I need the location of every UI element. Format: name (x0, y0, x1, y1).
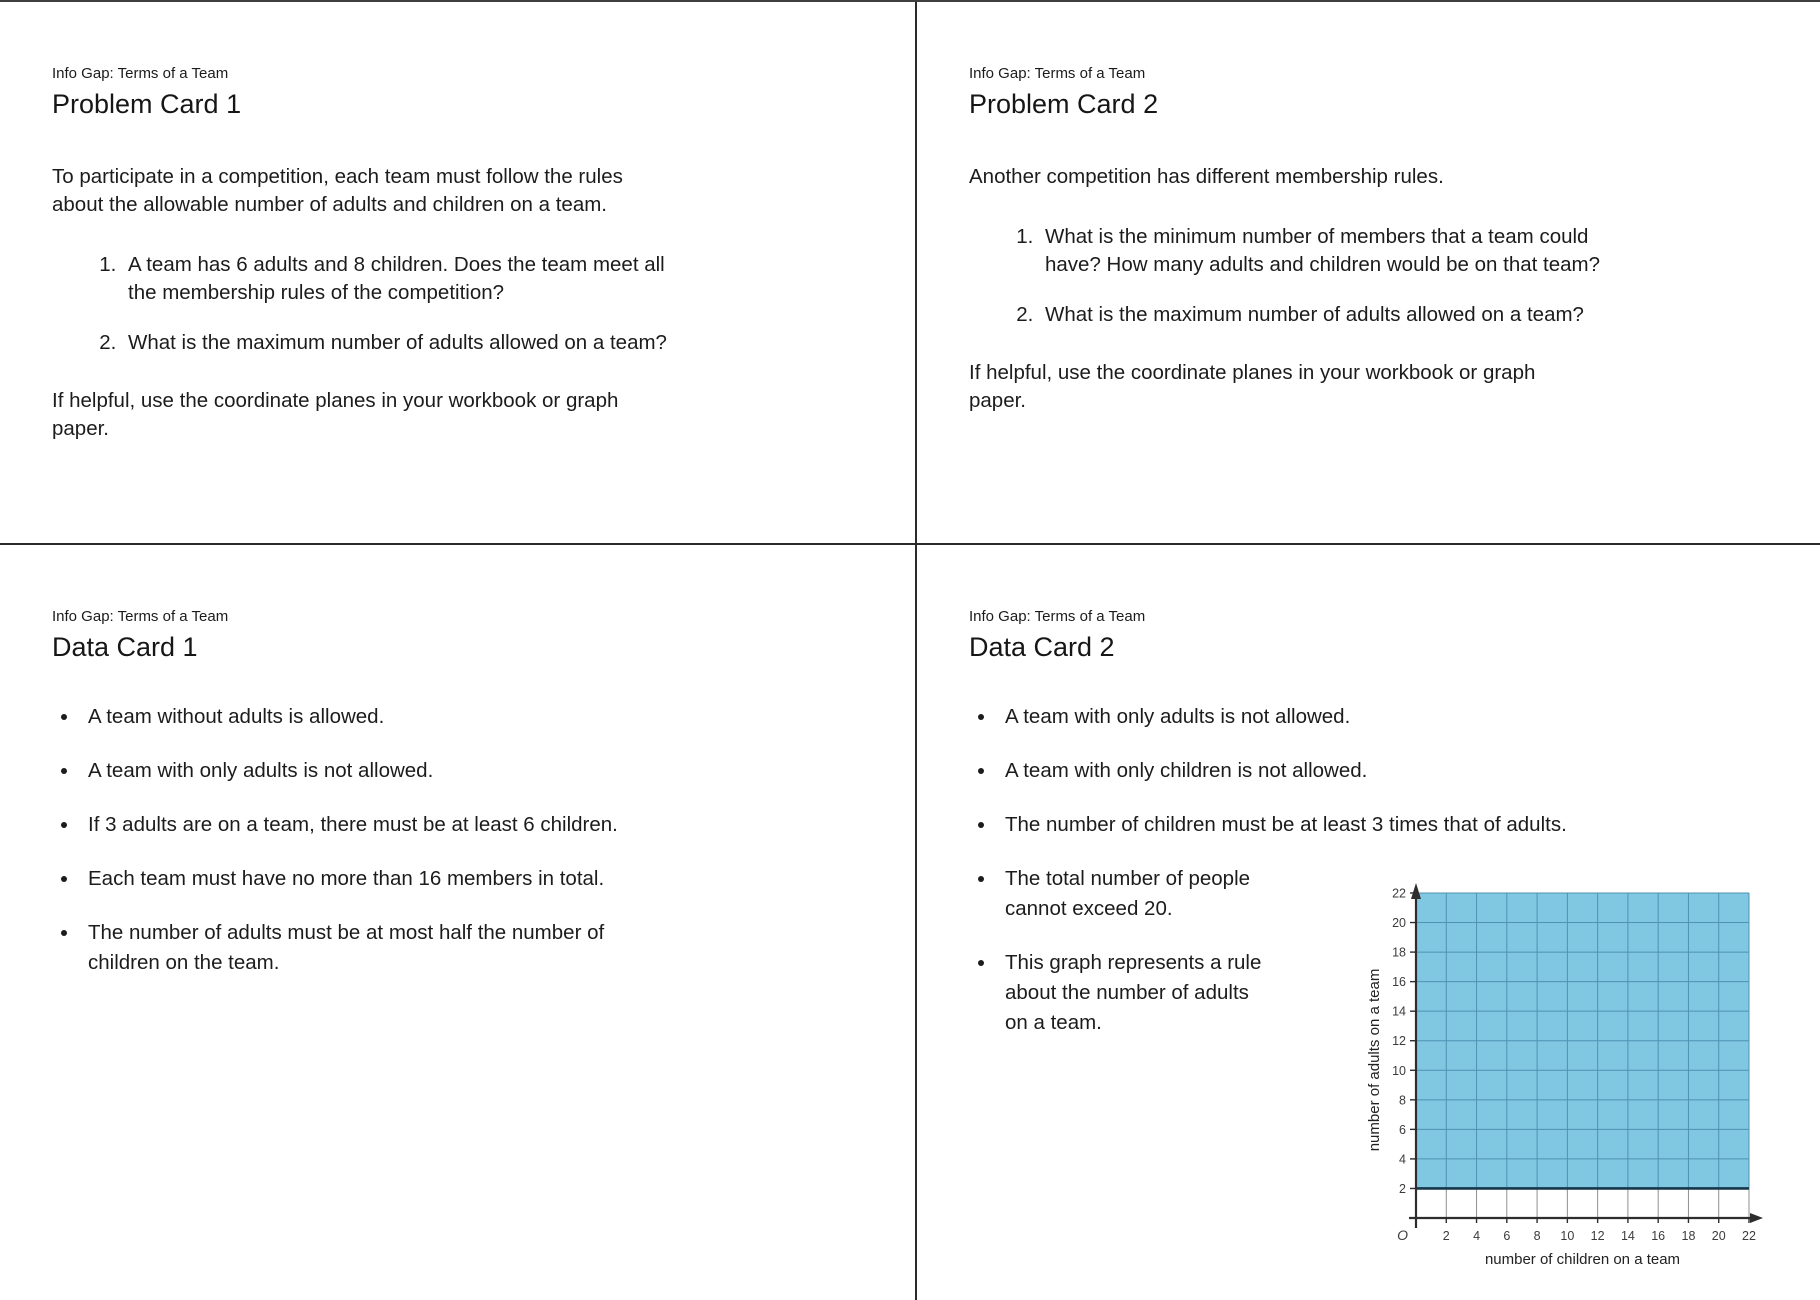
x-tick-label: 8 (1533, 1229, 1541, 1243)
data-rule-list (52, 702, 885, 978)
x-tick-label: 10 (1560, 1229, 1575, 1243)
card-eyebrow: Info Gap: Terms of a Team (52, 65, 229, 82)
list-item: • A team with only children is not allowed. (997, 756, 1790, 786)
x-tick-label: 4 (1473, 1229, 1481, 1243)
card-eyebrow: Info Gap: Terms of a Team (969, 65, 1146, 82)
x-tick-label: 20 (1711, 1229, 1726, 1243)
card-eyebrow: Info Gap: Terms of a Team (52, 608, 229, 625)
list-item: 1. What is the minimum number of members that a team could have? How many adults and children would be on that team? (1039, 223, 1790, 279)
list-item: • A team without adults is allowed. (80, 702, 885, 732)
y-tick-label: 2 (1399, 1181, 1406, 1196)
y-tick-label: 16 (1392, 975, 1406, 990)
card-outro-text: If helpful, use the coordinate planes in your workbook or graph paper. (969, 361, 1536, 412)
list-item: • This graph represents a rule about the number of adults on a team. (997, 948, 1790, 1038)
list-item: • If 3 adults are on a team, there must be at least 6 children. (80, 810, 885, 840)
y-tick-label: 20 (1392, 916, 1406, 931)
list-item: • The number of adults must be at most half the number of children on the team. (80, 918, 885, 978)
card-title: Data Card 2 (969, 632, 1115, 662)
x-axis-label: number of children on a team (1484, 1251, 1681, 1268)
y-axis-label: number of adults on a team (1366, 968, 1383, 1152)
list-item: • The total number of people cannot exceed 20. (997, 864, 1790, 924)
list-item: • Each team must have no more than 16 members in total. (80, 864, 885, 894)
card-intro-text: To participate in a competition, each team must follow the rules about the allowable number of adults and children on a team. (52, 165, 623, 216)
y-tick-label: 8 (1399, 1093, 1406, 1108)
list-item: • The number of children must be at least 3 times that of adults. (997, 810, 1790, 840)
card-eyebrow: Info Gap: Terms of a Team (969, 608, 1146, 625)
x-tick-label: 16 (1651, 1229, 1666, 1243)
card-title: Data Card 1 (52, 632, 198, 662)
y-tick-label: 18 (1392, 945, 1406, 960)
y-axis-arrow-icon (1411, 883, 1421, 899)
list-item: • A team with only adults is not allowed. (997, 702, 1790, 732)
y-tick-label: 10 (1392, 1063, 1406, 1078)
card-intro-text: Another competition has different membership rules. (969, 165, 1444, 188)
x-tick-label: 12 (1590, 1229, 1605, 1243)
coordinate-plane (1366, 880, 1806, 1300)
y-tick-label: 4 (1399, 1152, 1406, 1167)
card-data-2 (915, 543, 1820, 1300)
list-item: 1. A team has 6 adults and 8 children. Does the team meet all the membership rules of the competition? (122, 251, 885, 307)
card-outro-text: If helpful, use the coordinate planes in your workbook or graph paper. (52, 389, 619, 440)
origin-label: O (1397, 1227, 1408, 1243)
problem-question-list (52, 251, 885, 357)
y-tick-label: 22 (1392, 886, 1406, 901)
card-problem-1 (0, 2, 915, 543)
problem-question-list (969, 223, 1790, 329)
x-tick-label: 14 (1620, 1229, 1635, 1243)
y-tick-label: 14 (1392, 1004, 1406, 1019)
x-tick-label: 18 (1681, 1229, 1696, 1243)
y-tick-label: 12 (1392, 1034, 1406, 1049)
list-item: 2. What is the maximum number of adults allowed on a team? (1039, 301, 1790, 329)
x-tick-label: 2 (1442, 1229, 1450, 1243)
x-tick-label: 6 (1503, 1229, 1511, 1243)
card-data-1 (0, 543, 915, 1300)
rules-graph (1366, 880, 1806, 1300)
y-tick-label: 6 (1399, 1122, 1406, 1137)
card-problem-2 (915, 2, 1820, 543)
x-axis-arrow-icon (1750, 1213, 1763, 1223)
card-title: Problem Card 2 (969, 89, 1159, 119)
x-tick-label: 22 (1742, 1229, 1756, 1243)
list-item: • A team with only adults is not allowed. (80, 756, 885, 786)
list-item: 2. What is the maximum number of adults allowed on a team? (122, 329, 885, 357)
card-title: Problem Card 1 (52, 89, 242, 119)
